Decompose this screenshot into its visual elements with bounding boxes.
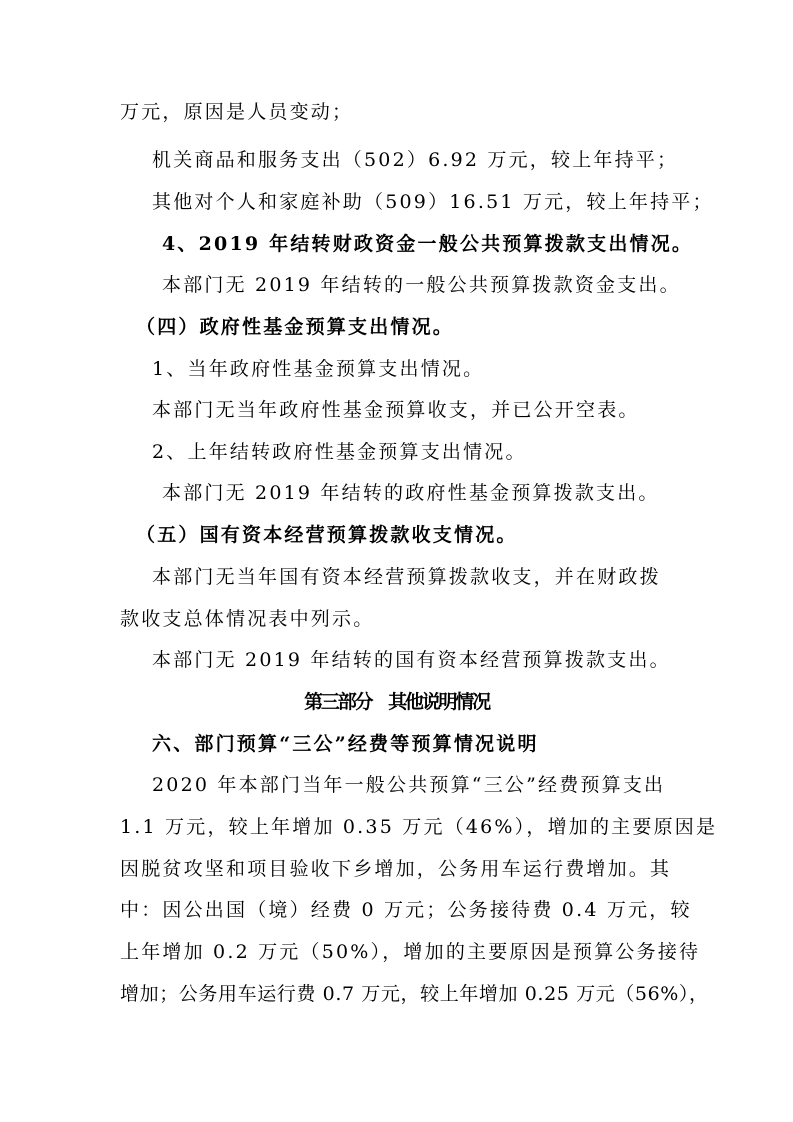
body-line: 款收支总体情况表中列示。	[120, 608, 375, 630]
part-title: 第三部分 其他说明情况	[304, 691, 489, 713]
body-line: 中：因公出国（境）经费 0 万元；公务接待费 0.4 万元，较	[120, 899, 692, 921]
body-line: 1.1 万元，较上年增加 0.35 万元（46%），增加的主要原因是	[120, 816, 718, 838]
section-subheading: 1、当年政府性基金预算支出情况。	[152, 358, 485, 380]
body-line: 本部门无当年政府性基金预算收支，并已公开空表。	[152, 399, 640, 421]
body-line: 机关商品和服务支出（502）6.92 万元，较上年持平；	[152, 149, 679, 171]
body-line: 本部门无 2019 年结转的政府性基金预算拨款支出。	[162, 482, 660, 504]
section-heading: （四）政府性基金预算支出情况。	[136, 316, 455, 338]
body-line: 本部门无 2019 年结转的一般公共预算拨款资金支出。	[162, 274, 681, 296]
body-line: 万元，原因是人员变动；	[120, 101, 354, 123]
section-heading: （五）国有资本经营预算拨款收支情况。	[136, 524, 518, 546]
body-line: 增加；公务用车运行费 0.7 万元，较上年增加 0.25 万元（56%），	[120, 983, 709, 1005]
section-subheading: 4、2019 年结转财政资金一般公共预算拨款支出情况。	[162, 233, 694, 255]
body-line: 本部门无当年国有资本经营预算拨款收支，并在财政拨	[152, 566, 661, 588]
body-line: 上年增加 0.2 万元（50%），增加的主要原因是预算公务接待	[120, 941, 701, 963]
body-line: 本部门无 2019 年结转的国有资本经营预算拨款支出。	[152, 649, 671, 671]
body-line: 其他对个人和家庭补助（509）16.51 万元，较上年持平；	[152, 191, 714, 213]
section-subheading: 2、上年结转政府性基金预算支出情况。	[152, 441, 527, 463]
body-line: 2020 年本部门当年一般公共预算“三公”经费预算支出	[152, 774, 666, 796]
body-line: 因脱贫攻坚和项目验收下乡增加，公务用车运行费增加。其	[120, 858, 672, 880]
section-heading: 六、部门预算“三公”经费等预算情况说明	[152, 733, 539, 755]
